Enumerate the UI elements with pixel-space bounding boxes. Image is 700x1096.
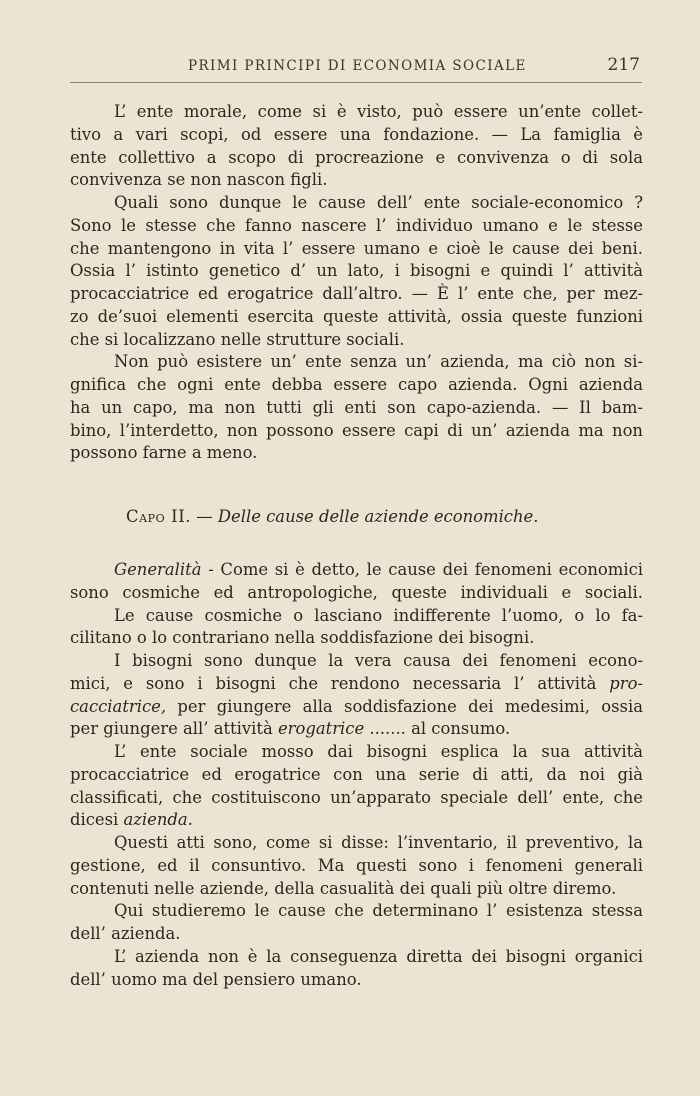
text-line	[70, 809, 643, 832]
text-line	[70, 673, 643, 696]
text-line: Questi atti sono, come si disse: l’inventario, il preventivo, la	[114, 833, 643, 852]
text-line: dell’ uomo ma del pensiero umano.	[70, 969, 362, 989]
text-line: contenuti nelle aziende, della casualità dei quali più oltre diremo.	[70, 878, 617, 898]
text-line: classificati, che costituiscono un’apparato speciale dell’ ente, che	[70, 787, 643, 807]
text-line: Non può esistere un’ ente senza un’ azienda, ma ciò non si-	[114, 352, 643, 372]
italic-word: pro-	[609, 673, 643, 693]
text-line: cilitano o lo contrariano nella soddisfazione dei bisogni.	[70, 628, 535, 648]
text-line: procacciatrice ed erogatrice con una serie di atti, da noi già	[70, 764, 643, 784]
running-title: PRIMI PRINCIPI DI ECONOMIA SOCIALE	[188, 58, 527, 74]
chapter-title: Delle cause delle aziende economiche.	[217, 507, 539, 526]
text-line: gestione, ed il consuntivo. Ma questi sono i fenomeni generali	[70, 855, 643, 875]
italic-word: erogatrice	[277, 719, 365, 739]
text-line: procacciatrice ed erogatrice dall’altro. — È l’ ente che, per mez-	[70, 284, 643, 303]
text-span: mici, e sono i bisogni che rendono necessaria l’ attività	[70, 673, 597, 693]
text-line: I bisogni sono dunque la vera causa dei fenomeni econo-	[114, 651, 643, 670]
text-line	[70, 559, 643, 582]
chapter-heading	[70, 505, 643, 529]
text-line: che si localizzano nelle strutture sociali.	[70, 329, 405, 349]
text-line: Ossia l’ istinto genetico d’ un lato, i bisogni e quindi l’ attività	[70, 261, 643, 281]
italic-word: cacciatrice,	[70, 696, 167, 716]
text-span: Come si è detto, le cause dei fenomeni economici	[220, 560, 643, 579]
running-head	[70, 56, 642, 83]
text-line: che mantengono in vita l’ essere umano e cioè le cause dei beni.	[70, 238, 643, 258]
text-line: bino, l’interdetto, non possono essere capi di un’ azienda ma non	[70, 420, 643, 440]
text-line: Qui studieremo le cause che determinano l’ esistenza stessa	[114, 901, 643, 921]
text-line: tivo a vari scopi, od essere una fondazione. — La famiglia è	[70, 124, 643, 144]
text-line: gnifica che ogni ente debba essere capo azienda. Ogni azienda	[70, 375, 643, 394]
text-line: Le cause cosmiche o lasciano indifferente l’uomo, o lo fa-	[114, 605, 643, 625]
text-span: per giungere alla soddisfazione dei medesimi, ossia	[166, 696, 643, 716]
text-span: ....... al consumo.	[364, 719, 511, 739]
text-line: sono cosmiche ed antropologiche, queste individuali e sociali.	[70, 582, 643, 602]
text-line: Sono le stesse che fanno nascere l’ individuo umano e le stesse	[70, 215, 643, 235]
text-line: possono farne a meno.	[70, 443, 258, 463]
text-line: dell’ azienda.	[70, 924, 181, 943]
text-span: per giungere all’ attività	[70, 719, 278, 739]
text-line: ente collettivo a scopo di procreazione e convivenza o di sola	[70, 147, 643, 167]
text-line: convivenza se non nascon figli.	[70, 170, 328, 190]
chapter-label: Capo II.	[126, 507, 192, 526]
text-line: L’ ente sociale mosso dai bisogni esplica la sua attività	[114, 742, 643, 761]
text-line: L’ ente morale, come si è visto, può essere un’ente collet-	[114, 102, 643, 121]
text-line	[70, 696, 643, 719]
page-body	[70, 101, 643, 991]
text-line: ha un capo, ma non tutti gli enti son capo-azienda. — Il bam-	[70, 397, 643, 417]
page-number: 217	[607, 55, 640, 75]
chapter-dash: —	[191, 507, 218, 526]
text-line: Quali sono dunque le cause dell’ ente sociale-economico ?	[114, 193, 643, 212]
italic-word: azienda.	[123, 810, 193, 830]
section-separator: -	[201, 560, 221, 579]
text-line	[70, 718, 643, 741]
text-line: L’ azienda non è la conseguenza diretta dei bisogni organici	[114, 946, 643, 966]
section-lead: Generalità	[114, 560, 202, 579]
text-span: dicesi	[70, 810, 124, 830]
text-line: zo de’suoi elementi esercita queste attività, ossia queste funzioni	[70, 306, 643, 326]
